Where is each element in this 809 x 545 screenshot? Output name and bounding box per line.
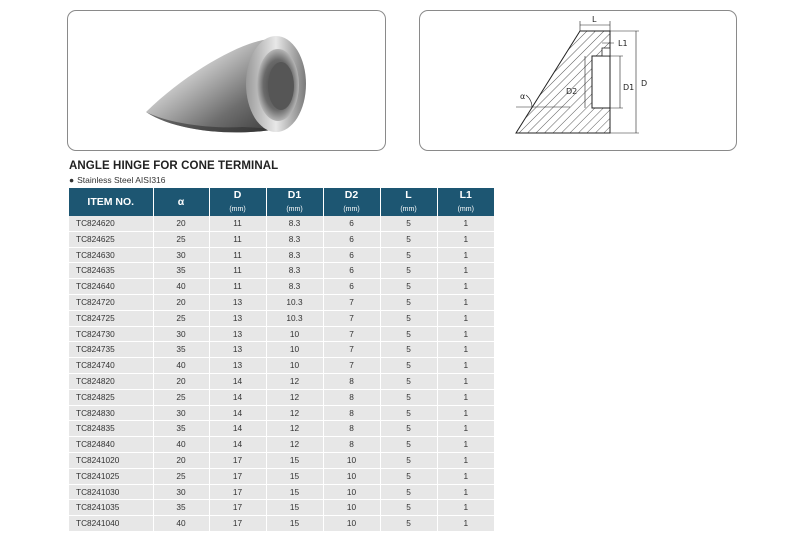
- table-row: [69, 452, 494, 468]
- table-row: [69, 484, 494, 500]
- cell-d2: 8: [323, 389, 380, 405]
- cell-d: 11: [209, 216, 266, 231]
- table-row: [69, 405, 494, 421]
- header-d: D: [209, 188, 266, 204]
- cell-item-no: TC824730: [69, 326, 153, 342]
- cell-d: 13: [209, 326, 266, 342]
- cell-d: 11: [209, 279, 266, 295]
- cell-l: 5: [380, 263, 437, 279]
- cell-d2: 10: [323, 468, 380, 484]
- technical-diagram-panel: [419, 10, 737, 151]
- cell-alpha: 40: [153, 358, 209, 374]
- header-row: [69, 188, 494, 204]
- cell-d2: 7: [323, 342, 380, 358]
- header-d2: D2: [323, 188, 380, 204]
- cell-d1: 8.3: [266, 216, 323, 231]
- cell-alpha: 25: [153, 231, 209, 247]
- cell-l1: 1: [437, 373, 494, 389]
- cell-item-no: TC824735: [69, 342, 153, 358]
- l1-label: L1: [618, 39, 628, 48]
- cell-l: 5: [380, 389, 437, 405]
- cell-alpha: 20: [153, 373, 209, 389]
- cell-l1: 1: [437, 500, 494, 516]
- cell-d: 13: [209, 310, 266, 326]
- table-row: [69, 373, 494, 389]
- cell-d1: 10: [266, 358, 323, 374]
- cell-item-no: TC824635: [69, 263, 153, 279]
- cell-d2: 6: [323, 263, 380, 279]
- unit-l1: (mm): [437, 204, 494, 216]
- cell-l: 5: [380, 326, 437, 342]
- cell-l1: 1: [437, 326, 494, 342]
- cell-d2: 8: [323, 373, 380, 389]
- cell-alpha: 30: [153, 247, 209, 263]
- table-row: [69, 358, 494, 374]
- cell-l1: 1: [437, 468, 494, 484]
- cell-l1: 1: [437, 263, 494, 279]
- header-d1: D1: [266, 188, 323, 204]
- cell-d: 14: [209, 405, 266, 421]
- cell-d2: 10: [323, 484, 380, 500]
- cell-l1: 1: [437, 231, 494, 247]
- d2-label: D2: [566, 87, 578, 96]
- cell-alpha: 35: [153, 421, 209, 437]
- unit-d2: (mm): [323, 204, 380, 216]
- table-row: [69, 216, 494, 231]
- cell-item-no: TC824640: [69, 279, 153, 295]
- cell-alpha: 30: [153, 405, 209, 421]
- cell-alpha: 20: [153, 216, 209, 231]
- cell-l1: 1: [437, 310, 494, 326]
- cell-d1: 10: [266, 342, 323, 358]
- cell-item-no: TC8241025: [69, 468, 153, 484]
- cell-d: 11: [209, 247, 266, 263]
- cell-alpha: 20: [153, 294, 209, 310]
- table-row: [69, 389, 494, 405]
- table-row: [69, 500, 494, 516]
- l-label: L: [592, 15, 597, 24]
- cell-l1: 1: [437, 358, 494, 374]
- cell-d: 13: [209, 358, 266, 374]
- cell-item-no: TC8241035: [69, 500, 153, 516]
- cell-l: 5: [380, 421, 437, 437]
- cell-l: 5: [380, 373, 437, 389]
- material-text: Stainless Steel AISI316: [77, 175, 166, 185]
- cell-d2: 8: [323, 421, 380, 437]
- cell-item-no: TC824725: [69, 310, 153, 326]
- cell-d: 17: [209, 452, 266, 468]
- cell-d2: 7: [323, 310, 380, 326]
- cell-d: 14: [209, 389, 266, 405]
- cell-l1: 1: [437, 405, 494, 421]
- cell-d: 11: [209, 263, 266, 279]
- angle-hinge-photo: [68, 11, 386, 151]
- cell-l: 5: [380, 216, 437, 231]
- cell-alpha: 30: [153, 484, 209, 500]
- cell-d1: 15: [266, 484, 323, 500]
- table-row: [69, 247, 494, 263]
- cell-item-no: TC824840: [69, 437, 153, 453]
- cell-item-no: TC8241020: [69, 452, 153, 468]
- cell-d2: 7: [323, 358, 380, 374]
- cell-l: 5: [380, 437, 437, 453]
- cell-item-no: TC824625: [69, 231, 153, 247]
- cell-l1: 1: [437, 247, 494, 263]
- cell-d1: 8.3: [266, 263, 323, 279]
- cell-d2: 8: [323, 405, 380, 421]
- cell-d1: 15: [266, 452, 323, 468]
- cell-l: 5: [380, 358, 437, 374]
- cell-alpha: 25: [153, 468, 209, 484]
- table-row: [69, 342, 494, 358]
- header-alpha: α: [153, 188, 209, 216]
- cell-l1: 1: [437, 279, 494, 295]
- alpha-label: α: [520, 92, 526, 101]
- cell-d2: 6: [323, 247, 380, 263]
- cell-item-no: TC8241030: [69, 484, 153, 500]
- cell-d1: 8.3: [266, 279, 323, 295]
- table-row: [69, 310, 494, 326]
- cell-l: 5: [380, 247, 437, 263]
- table-row: [69, 516, 494, 532]
- cell-alpha: 25: [153, 389, 209, 405]
- cell-d: 17: [209, 484, 266, 500]
- cell-alpha: 35: [153, 263, 209, 279]
- cell-l1: 1: [437, 421, 494, 437]
- cell-item-no: TC824740: [69, 358, 153, 374]
- cell-l: 5: [380, 484, 437, 500]
- unit-d: (mm): [209, 204, 266, 216]
- cell-d2: 6: [323, 216, 380, 231]
- cell-item-no: TC824835: [69, 421, 153, 437]
- cell-d: 14: [209, 373, 266, 389]
- cell-item-no: TC8241040: [69, 516, 153, 532]
- product-photo-panel: [67, 10, 386, 151]
- spec-table-body: [69, 216, 494, 531]
- cell-item-no: TC824630: [69, 247, 153, 263]
- header-item-no: ITEM NO.: [69, 188, 153, 216]
- cell-l1: 1: [437, 389, 494, 405]
- unit-d1: (mm): [266, 204, 323, 216]
- cell-l1: 1: [437, 294, 494, 310]
- cell-d1: 12: [266, 373, 323, 389]
- cell-d1: 12: [266, 405, 323, 421]
- cell-d: 17: [209, 500, 266, 516]
- dimension-diagram: [420, 11, 737, 151]
- cell-d2: 10: [323, 516, 380, 532]
- table-row: [69, 437, 494, 453]
- cell-item-no: TC824720: [69, 294, 153, 310]
- cell-l1: 1: [437, 342, 494, 358]
- table-row: [69, 326, 494, 342]
- cell-d1: 12: [266, 389, 323, 405]
- cell-d2: 7: [323, 294, 380, 310]
- cell-item-no: TC824830: [69, 405, 153, 421]
- cell-l1: 1: [437, 437, 494, 453]
- cell-d1: 12: [266, 421, 323, 437]
- cell-l: 5: [380, 516, 437, 532]
- cell-alpha: 35: [153, 500, 209, 516]
- cell-alpha: 20: [153, 452, 209, 468]
- bullet-icon: ●: [69, 175, 75, 185]
- cell-l: 5: [380, 468, 437, 484]
- cell-d: 13: [209, 342, 266, 358]
- cell-d1: 10.3: [266, 310, 323, 326]
- cell-d1: 12: [266, 437, 323, 453]
- cell-d1: 15: [266, 500, 323, 516]
- cell-alpha: 40: [153, 437, 209, 453]
- unit-l: (mm): [380, 204, 437, 216]
- cell-l: 5: [380, 452, 437, 468]
- cell-d2: 10: [323, 500, 380, 516]
- product-title: ANGLE HINGE FOR CONE TERMINAL: [69, 160, 279, 172]
- material-line: [69, 175, 166, 185]
- cell-d1: 10: [266, 326, 323, 342]
- cell-l: 5: [380, 405, 437, 421]
- cell-l: 5: [380, 294, 437, 310]
- cell-d: 14: [209, 421, 266, 437]
- table-row: [69, 294, 494, 310]
- cell-d: 11: [209, 231, 266, 247]
- cell-d2: 7: [323, 326, 380, 342]
- d-label: D: [641, 79, 648, 88]
- cell-l1: 1: [437, 452, 494, 468]
- header-l1: L1: [437, 188, 494, 204]
- cell-d: 17: [209, 468, 266, 484]
- cell-d1: 15: [266, 468, 323, 484]
- cell-d2: 6: [323, 279, 380, 295]
- cell-d: 13: [209, 294, 266, 310]
- cell-d1: 10.3: [266, 294, 323, 310]
- cell-alpha: 40: [153, 279, 209, 295]
- d1-label: D1: [623, 83, 635, 92]
- cell-l1: 1: [437, 516, 494, 532]
- cell-l1: 1: [437, 484, 494, 500]
- cell-l: 5: [380, 342, 437, 358]
- cell-item-no: TC824825: [69, 389, 153, 405]
- cell-l: 5: [380, 500, 437, 516]
- cell-d1: 8.3: [266, 231, 323, 247]
- cell-l: 5: [380, 310, 437, 326]
- table-row: [69, 421, 494, 437]
- table-row: [69, 279, 494, 295]
- cell-item-no: TC824620: [69, 216, 153, 231]
- cell-d1: 8.3: [266, 247, 323, 263]
- cell-d: 17: [209, 516, 266, 532]
- table-row: [69, 263, 494, 279]
- cell-l: 5: [380, 231, 437, 247]
- table-row: [69, 231, 494, 247]
- header-l: L: [380, 188, 437, 204]
- cell-d2: 10: [323, 452, 380, 468]
- cell-l: 5: [380, 279, 437, 295]
- cell-l1: 1: [437, 216, 494, 231]
- cell-d: 14: [209, 437, 266, 453]
- cell-d2: 6: [323, 231, 380, 247]
- cell-alpha: 35: [153, 342, 209, 358]
- cell-alpha: 25: [153, 310, 209, 326]
- cell-d2: 8: [323, 437, 380, 453]
- cell-alpha: 30: [153, 326, 209, 342]
- table-row: [69, 468, 494, 484]
- cell-alpha: 40: [153, 516, 209, 532]
- spec-table: [69, 188, 494, 532]
- cell-d1: 15: [266, 516, 323, 532]
- cell-item-no: TC824820: [69, 373, 153, 389]
